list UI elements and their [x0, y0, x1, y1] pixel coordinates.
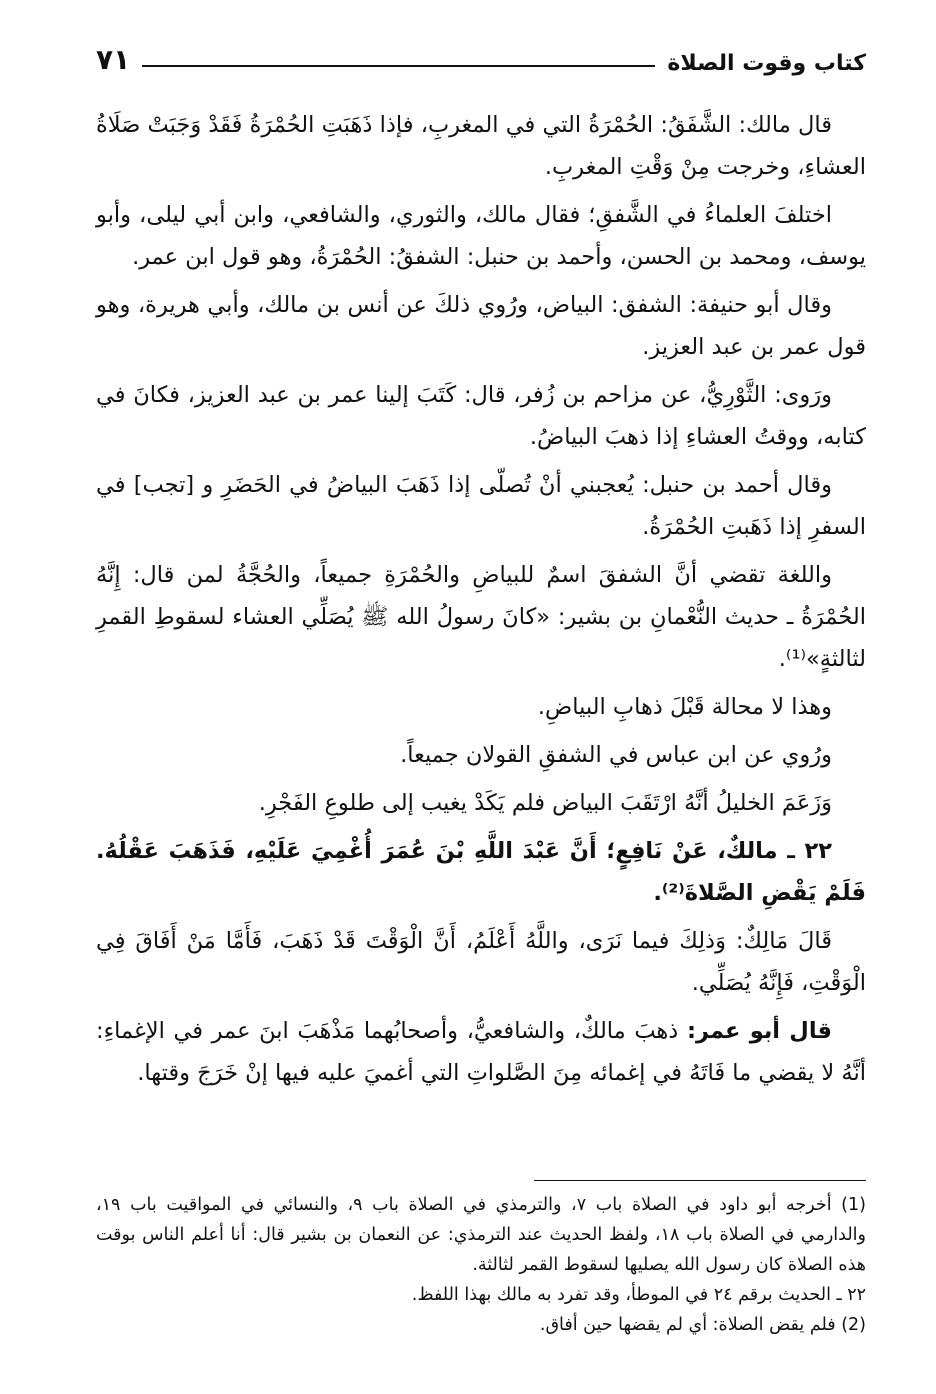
footnote: (1) أخرجه أبو داود في الصلاة باب ٧، والترمذي في الصلاة باب ٩، والنسائي في المواقيت باب ١٩، والدارمي في الصلاة باب ١٨، ولفظ الحديث عند الترمذي: عن النعمان بن بشير قال: أنا أعلم الناس بوقت هذه الصلاة كان رسول الله يصليها لسقوط القمر لثالثة. — [96, 1195, 866, 1275]
paragraph-text: وقال أبو حنيفة: الشفق: البياض، ورُوي ذلكَ عن أنس بن مالك، وأبي هريرة، وهو قول عمر بن عبد العزيز. — [96, 292, 866, 360]
paragraph — [96, 374, 866, 458]
paragraph-text: ٢٢ ـ مالكٌ، عَنْ نَافِعٍ؛ أَنَّ عَبْدَ اللَّهِ بْنَ عُمَرَ أُغْمِيَ عَلَيْهِ، فَذَهَبَ عَقْلُهُ. فَلَمْ يَقْضِ الصَّلاةَ⁽²⁾. — [96, 838, 866, 906]
paragraph-text: واللغة تقضي أنَّ الشفقَ اسمٌ للبياضِ والحُمْرَةِ جميعاً، والحُجَّةُ لمن قال: إِنَّهُ الحُمْرَةُ ـ حديث النُّعْمانِ بن بشير: «كانَ رسولُ الله ﷺ يُصَلِّي العشاء لسقوطِ القمرِ لثالثةٍ»⁽¹⁾. — [96, 562, 866, 672]
paragraph-text: ذهبَ مالكٌ، والشافعيُّ، وأصحابُهما مَذْهَبَ ابنَ عمر في الإغماءِ: أنَّهُ لا يقضي ما فَاتَهُ في إغمائه مِنَ الصَّلواتِ التي أغميَ عليه فيها إنْ خَرَجَ وقتها. — [96, 1018, 866, 1086]
paragraph — [96, 194, 866, 278]
footnote: ٢٢ ـ الحديث برقم ٢٤ في الموطأ، وقد تفرد به مالك بهذا اللفظ. — [411, 1285, 866, 1305]
paragraph — [96, 104, 866, 188]
header-rule — [142, 65, 655, 67]
footnote-divider — [534, 1180, 866, 1181]
paragraph — [96, 920, 866, 1004]
paragraph-text: وقال أحمد بن حنبل: يُعجبني أنْ تُصلّى إذا ذَهَبَ البياضُ في الحَضَرِ و [تجب] في السفرِ إذا ذَهَبتِ الحُمْرَةُ. — [96, 472, 866, 540]
footnotes — [96, 1190, 866, 1340]
paragraph-text: قَالَ مَالِكٌ: وَذلِكَ فيما نَرَى، واللَّهُ أَعْلَمُ، أَنَّ الْوَقْتَ قَدْ ذَهَبَ، فَأَمَّا مَنْ أَفَاقَ فِي الْوَقْتِ، فَإِنَّهُ يُصَلِّي. — [96, 928, 866, 996]
paragraph-text: ورُوي عن ابن عباس في الشفقِ القولان جميعاً. — [400, 742, 832, 768]
paragraph — [96, 686, 866, 728]
paragraph — [96, 554, 866, 680]
paragraph-text: وَزَعَمَ الخليلُ أنَّهُ ارْتَقَبَ البياض فلم يَكَدْ يغيب إلى طلوعِ الفَجْرِ. — [258, 790, 832, 816]
paragraph-text: وهذا لا محالة قَبْلَ ذهابِ البياضِ. — [537, 694, 832, 720]
paragraph — [96, 782, 866, 824]
paragraph-text: اختلفَ العلماءُ في الشَّفقِ؛ فقال مالك، والثوري، والشافعي، وابن أبي ليلى، وأبو يوسف، ومحمد بن الحسن، وأحمد بن حنبل: الشفقُ: الحُمْرَةُ، وهو قول ابن عمر. — [96, 202, 866, 270]
paragraph — [96, 284, 866, 368]
main-text — [96, 104, 866, 1094]
chapter-title: كتاب وقوت الصلاة — [667, 51, 866, 76]
paragraph — [96, 464, 866, 548]
hadith-paragraph — [96, 830, 866, 914]
running-header — [96, 36, 866, 76]
paragraph — [96, 1010, 866, 1094]
footnote: (2) فلم يقض الصلاة: أي لم يقضها حين أفاق. — [539, 1315, 866, 1335]
paragraph-text: قال مالك: الشَّفَقُ: الحُمْرَةُ التي في المغربِ، فإذا ذَهَبَتِ الحُمْرَةُ فَقَدْ وَجَبَتْ صَلَاةُ العشاءِ، وخرجت مِنْ وَقْتِ المغربِ. — [96, 112, 866, 180]
page-number: ٧١ — [96, 43, 131, 76]
paragraph — [96, 734, 866, 776]
paragraph-text: ورَوى: الثَّوْرِيُّ، عن مزاحم بن زُفر، قال: كَتَبَ إلينا عمر بن عبد العزيز، فكانَ في كتابه، ووقتُ العشاءِ إذا ذهبَ البياضُ. — [96, 382, 866, 450]
paragraph-lead: قال أبو عمر: — [686, 1018, 833, 1044]
